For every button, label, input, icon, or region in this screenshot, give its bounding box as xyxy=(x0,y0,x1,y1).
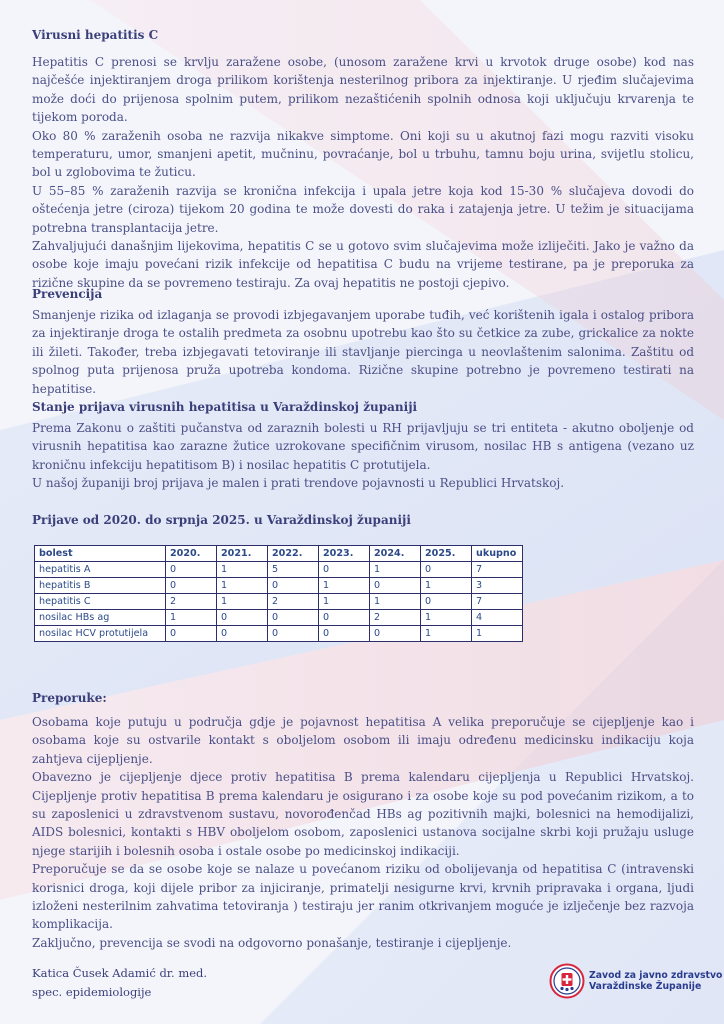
paragraph: Osobama koje putuju u područja gdje je pojavnost hepatitisa A velika preporučuje se cijepljenje kao i osobama koje su ostvarile kontakt s oboljelom osobom ili imaju određenu medicinsku indikaciju koja zahtjeva cijepljenje. xyxy=(32,715,694,766)
section-title-hepatitis-c: Virusni hepatitis C xyxy=(32,28,159,42)
table-cell: 2 xyxy=(268,594,319,610)
table-row xyxy=(35,626,523,642)
institute-name-line2: Varaždinske Županije xyxy=(589,981,702,992)
table-cell: 1 xyxy=(217,578,268,594)
table-cell: 0 xyxy=(268,578,319,594)
institute-name-line1: Zavod za javno zdravstvo xyxy=(589,970,723,981)
table-cell: 1 xyxy=(319,578,370,594)
header-cell: 2025. xyxy=(421,546,472,562)
table-row xyxy=(35,594,523,610)
section-body-prevencija xyxy=(32,306,694,398)
signature-name: Katica Čusek Adamić dr. med. xyxy=(32,966,208,980)
table-cell: 1 xyxy=(319,594,370,610)
header-cell: 2022. xyxy=(268,546,319,562)
section-body-preporuke xyxy=(32,713,694,952)
table-cell: 7 xyxy=(472,562,523,578)
table-row xyxy=(35,610,523,626)
section-title-stanje: Stanje prijava virusnih hepatitisa u Varaždinskoj županiji xyxy=(32,400,418,414)
header-cell: 2024. xyxy=(370,546,421,562)
header-cell: 2021. xyxy=(217,546,268,562)
table-cell: 1 xyxy=(370,594,421,610)
paragraph: Zaključno, prevencija se svodi na odgovorno ponašanje, testiranje i cijepljenje. xyxy=(32,935,512,950)
table-cell: 1 xyxy=(217,594,268,610)
header-cell: bolest xyxy=(35,546,166,562)
paragraph: Zahvaljujući današnjim lijekovima, hepatitis C se u gotovo svim slučajevima može izliječiti. Jako je važno da osobe koje imaju povećani rizik infekcije od hepatitisa C budu na vrijeme testirane, pa je preporuka za rizične skupine da se povremeno testiraju. Za ovaj hepatitis ne postoji cjepivo. xyxy=(32,239,694,290)
table-cell: 0 xyxy=(319,610,370,626)
table-cell: nosilac HCV protutijela xyxy=(35,626,166,642)
table-cell: 3 xyxy=(472,578,523,594)
table-cell: 1 xyxy=(217,562,268,578)
reports-table xyxy=(34,545,523,642)
table-cell: 0 xyxy=(217,626,268,642)
table-row xyxy=(35,562,523,578)
table-title: Prijave od 2020. do srpnja 2025. u Varaždinskoj županiji xyxy=(32,513,411,527)
section-title-preporuke: Preporuke: xyxy=(32,691,107,705)
institute-name xyxy=(589,970,722,992)
header-cell: ukupno xyxy=(472,546,523,562)
section-title-prevencija: Prevencija xyxy=(32,287,103,301)
paragraph: Obavezno je cijepljenje djece protiv hepatitisa B prema kalendaru cijepljenja u Republici Hrvatskoj. Cijepljenje protiv hepatitisa B prema kalendaru je osigurano i za osobe koje su pod povećanim rizikom, a to su zaposlenici u zdravstvenom sustavu, novorođenčad HBs ag pozitivnih majki, bolesnici na hemodijalizi, AIDS bolesnici, kontakti s HBV oboljelom osobom, zaposlenici ustanova socijalne skrbi koji pružaju usluge njege starijih i bolesnih osoba i ostale osobe po medicinskoj indikaciji. xyxy=(32,770,694,858)
table-cell: 7 xyxy=(472,594,523,610)
table-cell: 2 xyxy=(166,594,217,610)
table-cell: 0 xyxy=(217,610,268,626)
paragraph: U 55–85 % zaraženih razvija se kronična infekcija i upala jetre koja kod 15-30 % slučajeva dovodi do oštećenja jetre (ciroza) tijekom 20 godina te može dovesti do raka i zatajenja jetre. U težim je situacijama potrebna transplantacija jetre. xyxy=(32,183,694,235)
paragraph: Oko 80 % zaraženih osoba ne razvija nikakve simptome. Oni koji su u akutnoj fazi mogu razviti visoku temperaturu, umor, smanjeni apetit, mučninu, povraćanje, bol u trbuhu, tamnu boju urina, svijetlu stolicu, bol u zglobovima te žuticu. xyxy=(32,128,694,180)
section-body-hepatitis-c xyxy=(32,53,694,292)
table-cell: 0 xyxy=(319,562,370,578)
paragraph: Hepatitis C prenosi se krvlju zaražene osobe, (unosom zaražene krvi u krvotok druge osobe) kod nas najčešće injektiranjem droga prilikom korištenja nesterilnog pribora za injektiranje. U rjeđim slučajevima može doći do prijenosa spolnim putem, prilikom nezaštićenih spolnih odnosa koji uključuju krvarenja te tijekom poroda. xyxy=(32,55,694,125)
table-cell: 4 xyxy=(472,610,523,626)
paragraph: Preporučuje se da se osobe koje se nalaze u povećanom riziku od obolijevanja od hepatitisa C (intravenski korisnici droga, koji dijele pribor za injiciranje, primatelji nesigurne krvi, krvnih pripravaka i organa, ljudi izloženi nesterilnim zahvatima tetoviranja ) testiraju jer ranim otkrivanjem moguće je izlječenje bez razvoja komplikacija. xyxy=(32,862,694,932)
table-cell: 0 xyxy=(268,626,319,642)
table-cell: 1 xyxy=(421,626,472,642)
table-cell: 0 xyxy=(370,578,421,594)
table-cell: 1 xyxy=(370,562,421,578)
header-cell: 2020. xyxy=(166,546,217,562)
signature-title: spec. epidemiologije xyxy=(32,985,152,999)
table-cell: 1 xyxy=(421,578,472,594)
table-cell: 1 xyxy=(166,610,217,626)
section-body-stanje xyxy=(32,419,694,493)
table-cell: 0 xyxy=(166,562,217,578)
signature xyxy=(32,964,207,1002)
table-cell: 0 xyxy=(421,562,472,578)
table-cell: 2 xyxy=(370,610,421,626)
institute-logo-icon xyxy=(549,963,585,999)
table-cell: 1 xyxy=(421,610,472,626)
table-cell: nosilac HBs ag xyxy=(35,610,166,626)
header-cell: 2023. xyxy=(319,546,370,562)
table-header-row xyxy=(35,546,523,562)
paragraph: Prema Zakonu o zaštiti pučanstva od zaraznih bolesti u RH prijavljuju se tri entiteta - akutno oboljenje od virusnih hepatitisa kao zarazne žutice uzrokovane specifičnim virusom, nosilac HB s antigena (vezano uz kroničnu infekciju hepatitisom B) i nosilac hepatitis C protutijela. xyxy=(32,421,694,472)
table-cell: 5 xyxy=(268,562,319,578)
table-cell: 0 xyxy=(166,626,217,642)
institute-logo xyxy=(549,963,722,999)
table-cell: 0 xyxy=(370,626,421,642)
table-cell: 0 xyxy=(319,626,370,642)
table-row xyxy=(35,578,523,594)
table-cell: hepatitis A xyxy=(35,562,166,578)
paragraph: Smanjenje rizika od izlaganja se provodi izbjegavanjem uporabe tuđih, već korištenih igala i ostalog pribora za injektiranje droga te ostalih predmeta za osobnu upotrebu kao što su četkice za zube, grickalice za nokte ili žileti. Također, treba izbjegavati tetoviranje ili stavljanje piercinga u neovlaštenim salonima. Zaštitu od spolnog puta prijenosa pruža upotreba kondoma. Rizične skupine potrebno je povremeno testirati na hepatitise. xyxy=(32,308,694,396)
table-cell: 0 xyxy=(268,610,319,626)
table-cell: 1 xyxy=(472,626,523,642)
paragraph: U našoj županiji broj prijava je malen i prati trendove pojavnosti u Republici Hrvatskoj. xyxy=(32,476,565,491)
table-cell: 0 xyxy=(166,578,217,594)
table-cell: hepatitis B xyxy=(35,578,166,594)
table-cell: hepatitis C xyxy=(35,594,166,610)
table-cell: 0 xyxy=(421,594,472,610)
